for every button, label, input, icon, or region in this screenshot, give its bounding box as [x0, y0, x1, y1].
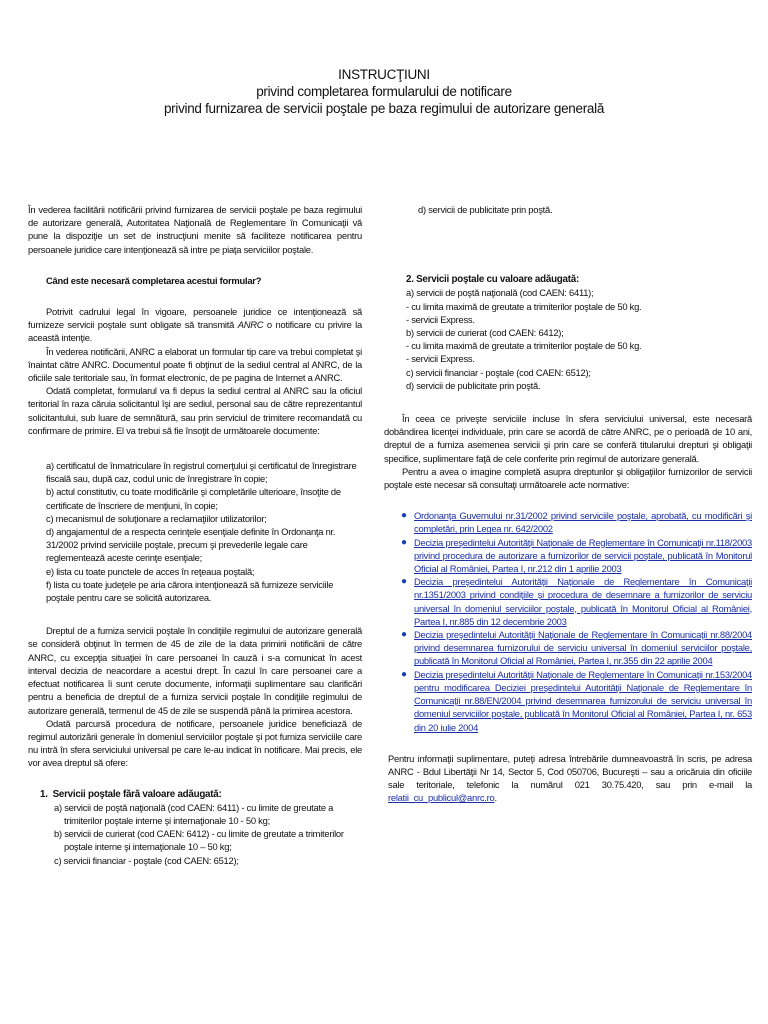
section-2-item: - servicii Express.: [406, 313, 475, 325]
bullet-icon: ●: [401, 536, 407, 548]
bullet-icon: ●: [401, 629, 407, 641]
document-item: b) actul constitutiv, cu toate modificările şi completările ulterioare, însoţite de certificate de înscriere de menţiuni, în copie;: [46, 486, 341, 511]
normative-acts-list: [384, 509, 752, 733]
paragraph-after-procedure: Odată parcursă procedura de notificare, persoanele juridice beneficiază de regimul autorizării generale în domeniul serviciilor poştale şi pot furniza serviciile care nu intră în sfera serviciului universal pe care le-au indicat în notificare. Mai precis, ele vor avea dreptul să ofere:: [28, 717, 362, 769]
section-1: [28, 788, 362, 867]
bullet-icon: ●: [401, 510, 407, 522]
paragraph-normative-acts: Pentru a avea o imagine completă asupra drepturilor şi obligaţiilor furnizorilor de servicii poştale este necesar să consultaţi următoarele acte normative:: [384, 465, 752, 491]
section-2-list: [384, 286, 752, 392]
contact-paragraph: Pentru informaţii suplimentare, puteţi adresa întrebările dumneavoastră în scris, pe adresa ANRC - Bdul Libertăţii Nr 14, Sector 5, Cod 050706, Bucureşti – sau a oricăruia din oficiile sale teritoriale, telefonic la numărul 021 30.75.420, sau prin e-mail la relatii_cu_publicul@anrc.ro.: [388, 752, 752, 804]
title-line-3: privind furnizarea de servicii poştale pe baza regimului de autorizare generală: [163, 101, 605, 116]
documents-list: [28, 459, 362, 604]
section-2-heading: 2. Servicii poştale cu valoare adăugată:: [406, 274, 579, 286]
section-2-item: - cu limita maximă de greutate a trimiterilor poştale de 50 kg.: [406, 340, 642, 352]
paragraph-legal-framework: Potrivit cadrului legal în vigoare, persoanele juridice ce intenţionează să furnizeze servicii poştale sunt obligate să transmită ANRC o notificare cu privire la această intenţie.: [28, 306, 362, 344]
paragraph-right-obtained: Dreptul de a furniza servicii poştale în condiţiile regimului de autorizare generală se consideră obţinut în termen de 45 de zile de la data primirii notificării de către ANRC, cu excepţia situaţiei în care persoanei în cauză i s-a comunicat în acest interval decizia de neacordare a acestui drept. În cazul în care persoanei care a efectuat notificarea îi sunt cerute documente, informaţii suplimentare sau clarificări pentru a beneficia de dreptul de a furniza servicii poştale în condiţiile regimului de autorizare generală, termenul de 45 de zile se suspendă până la primirea acestora.: [28, 625, 362, 716]
section-1-item: b) servicii de curierat (cod CAEN: 6412) - cu limite de greutate a trimiterilor poştale interne şi internaţionale 10 – 50 kg;: [54, 828, 344, 853]
left-column: [28, 203, 362, 867]
section-1-item: a) servicii de poştă naţională (cod CAEN: 6411) - cu limite de greutate a trimiterilor poştale interne şi internaţionale 10 - 50 kg;: [54, 801, 334, 826]
title-line-1: INSTRUCŢIUNI: [338, 67, 430, 82]
normative-act-link[interactable]: Decizia preşedintelui Autorităţii Naţionale de Reglementare în Comunicaţii nr.88/2004 privind desemnarea furnizorului de serviciu universal în domeniul serviciilor poştale, publicată în Monitorul Oficial al României, Partea I, nr.355 din 22 aprilie 2004: [414, 629, 752, 667]
normative-act-item: [401, 575, 752, 628]
document-item: f) lista cu toate judeţele pe aria cărora intenţionează să furnizeze serviciile poştale pentru care se solicită autorizarea.: [46, 578, 334, 604]
section-1-heading: 1. Servicii poştale fără valoare adăugată:: [40, 788, 222, 800]
section-2-item: d) servicii de publicitate prin poştă.: [406, 379, 541, 391]
normative-act-item: [401, 668, 752, 734]
normative-act-item: [401, 509, 752, 535]
document-item: c) mecanismul de soluţionare a reclamaţiilor utilizatorilor;: [46, 512, 267, 524]
section-2-item: b) servicii de curierat (cod CAEN: 6412);: [406, 327, 564, 339]
normative-act-link[interactable]: Ordonanţa Guvernului nr.31/2002 privind serviciile poştale, aprobată, cu modificări şi completări, prin Legea nr. 642/2002: [414, 510, 752, 535]
normative-act-item: [401, 536, 752, 576]
document-item: a) certificatul de înmatriculare în registrul comerţului şi certificatul de înregistrare fiscală sau, după caz, codul unic de înregistrare în copie;: [46, 460, 357, 485]
bullet-icon: ●: [401, 668, 407, 680]
normative-act-link[interactable]: Decizia preşedintelui Autorităţii Naţionale de Reglementare în Comunicaţii nr.1351/2003 privind condiţiile şi procedura de desemnare a furnizorilor de serviciu universal în domeniul serviciilor poştale, publicată în Monitorul Oficial al României, Partea I, nr.885 din 12 decembrie 2003: [414, 576, 752, 627]
bullet-icon: ●: [401, 576, 407, 588]
contact-email-link[interactable]: relatii_cu_publicul@anrc.ro: [388, 792, 495, 804]
section-2-item: a) servicii de poştă naţională (cod CAEN: 6411);: [406, 287, 594, 299]
document-item: d) angajamentul de a respecta cerinţele esenţiale definite în Ordonanţa nr. 31/2002 privind serviciile poştale, precum şi prevederile legale care reglementează aceste cerinţe esenţiale;: [46, 526, 336, 564]
intro-paragraph: În vederea facilitării notificării privind furnizarea de servicii poştale pe baza regimului de autorizare generală, Autoritatea Naţională de Reglementare în Comunicaţii vă pune la dispoziţie un set de instrucţiuni menite să faciliteze notificarea pentru persoanele juridice care intenţionează să intre pe piaţa serviciilor poştale.: [28, 204, 362, 255]
paragraph-form-elaboration: În vederea notificării, ANRC a elaborat un formular tip care va trebui completat şi înaintat către ANRC. Documentul poate fi obţinut de la sediul central al ANRC, de la oficiile sale teritoriale sau, în format electronic, de pe pagina de Internet a ANRC.: [28, 345, 362, 384]
section-1-item: c) servicii financiar - poştale (cod CAEN: 6512);: [54, 854, 239, 866]
question-heading: Când este necesară completarea acestui formular?: [46, 274, 262, 286]
normative-act-link[interactable]: Decizia preşedintelui Autorităţii Naţionale de Reglementare în Comunicaţii nr.153/2004 pentru modificarea Deciziei preşedintelui Autorităţii Naţionale de Reglementare în Comunicaţii nr.88/EN/2004 privind desemnarea furnizorului de serviciu universal în domeniul serviciilor poştale, publicată în Monitorul Oficial al României, Partea I, nr. 653 din 20 iulie 2004: [414, 668, 752, 733]
document-title: [0, 66, 768, 117]
normative-act-link[interactable]: Decizia preşedintelui Autorităţii Naţionale de Reglementare în Comunicaţii nr.118/2003 privind procedura de autorizare a furnizorilor de servicii poştale, publicată în Monitorul Oficial al României, Partea I, nr.212 din 1 aprilie 2003: [414, 536, 752, 575]
section-2-item: c) servicii financiar - poştale (cod CAEN: 6512);: [406, 366, 591, 378]
document-item: e) lista cu toate punctele de acces în reţeaua poştală;: [46, 565, 255, 577]
normative-act-item: [401, 628, 752, 668]
title-line-2: privind completarea formularului de notificare: [256, 84, 512, 99]
right-column: [384, 203, 752, 805]
section-2-item: - cu limita maximă de greutate a trimiterilor poştale de 50 kg.: [406, 300, 642, 312]
section-1-item-d: d) servicii de publicitate prin poştă.: [418, 204, 553, 215]
paragraph-universal-service: În ceea ce priveşte serviciile incluse în sfera serviciului universal, este necesară dobândirea licenţei individuale, prin care se acordă de către ANRC, pe o perioadă de 10 ani, dreptul de a furniza asemenea servicii şi prin care se conferă titularului drepturi şi obligaţii specifice, suplimentare faţă de cele conferite prin regimul de autorizare generală.: [384, 413, 752, 464]
section-2-item: - servicii Express.: [406, 353, 475, 365]
paragraph-submission: Odată completat, formularul va fi depus la sediul central al ANRC sau la oficiul teritorial în raza căruia solicitantul îşi are sediul, personal sau de către reprezentantul solicitantului, sub luare de semnătură, sau prin serviciul de trimitere recomandată cu confirmare de primire. El va trebui să fie însoţit de următoarele documente:: [28, 385, 362, 436]
